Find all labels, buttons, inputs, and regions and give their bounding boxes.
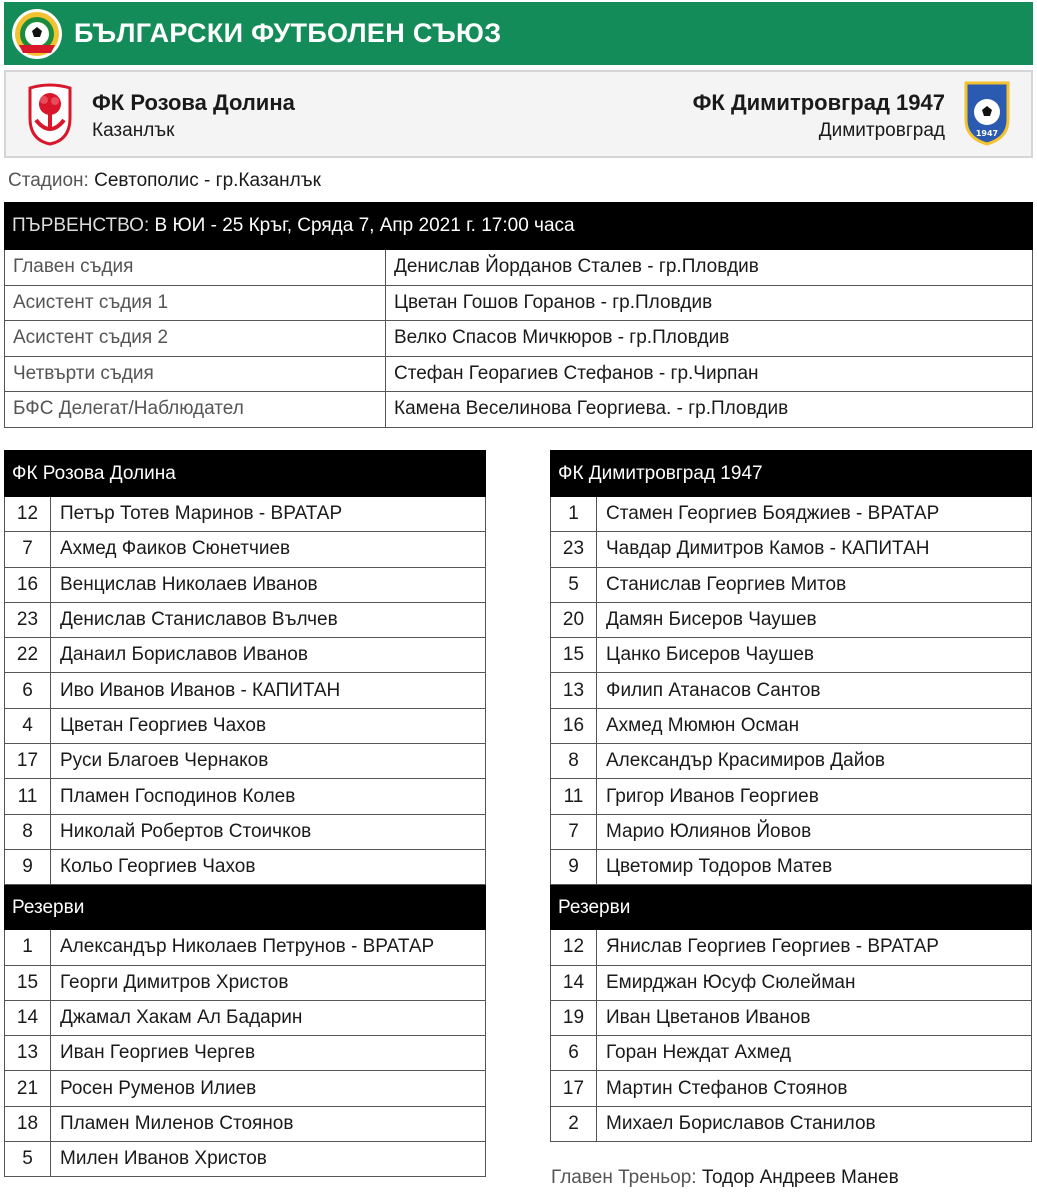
player-name: Цанко Бисеров Чаушев — [606, 644, 814, 666]
player-number: 15 — [551, 638, 597, 672]
player-name: Станислав Георгиев Митов — [606, 573, 847, 595]
player-name: Марио Юлиянов Йовов — [606, 820, 812, 842]
table-row — [550, 532, 1032, 567]
player-number: 2 — [551, 1107, 597, 1141]
table-row — [4, 966, 486, 1001]
official-row — [4, 392, 1033, 428]
official-name: Камена Веселинова Георгиева. - гр.Пловдив — [394, 398, 789, 420]
player-number: 1 — [551, 497, 597, 531]
player-name: Емирджан Юсуф Сюлейман — [606, 971, 856, 993]
player-name: Иво Иванов Иванов - КАПИТАН — [60, 679, 341, 701]
table-row — [4, 1036, 486, 1071]
home-lineup-title: ФК Розова Долина — [4, 450, 486, 497]
table-row — [4, 638, 486, 673]
player-name: Пламен Господинов Колев — [60, 785, 296, 807]
away-lineup-table — [550, 450, 1032, 1142]
player-number: 12 — [551, 930, 597, 964]
player-number: 16 — [551, 709, 597, 743]
bfs-crest-icon — [10, 7, 64, 61]
table-row — [4, 850, 486, 885]
home-lineup-table — [4, 450, 486, 1177]
table-row — [550, 930, 1032, 965]
player-number: 1 — [5, 930, 51, 964]
player-name: Горан Неждат Ахмед — [606, 1042, 791, 1064]
player-number: 18 — [5, 1107, 51, 1141]
player-number: 6 — [5, 673, 51, 707]
championship-label: ПЪРВЕНСТВО: — [12, 215, 150, 236]
table-row — [550, 1071, 1032, 1106]
table-row — [550, 1001, 1032, 1036]
player-number: 17 — [551, 1071, 597, 1105]
player-number: 19 — [551, 1001, 597, 1035]
player-number: 5 — [5, 1142, 51, 1176]
player-name: Милен Иванов Христов — [60, 1148, 267, 1170]
table-row — [550, 744, 1032, 779]
player-number: 21 — [5, 1071, 51, 1105]
officials-table — [4, 202, 1033, 428]
player-number: 9 — [551, 850, 597, 884]
player-name: Джамал Хакам Ал Бадарин — [60, 1007, 303, 1028]
federation-title: БЪЛГАРСКИ ФУТБОЛЕН СЪЮЗ — [74, 18, 502, 48]
stadium-label: Стадион: — [8, 170, 89, 191]
player-number: 11 — [5, 779, 51, 813]
player-name: Пламен Миленов Стоянов — [60, 1112, 294, 1134]
table-row — [4, 815, 486, 850]
player-number: 23 — [551, 532, 597, 566]
away-team-name: ФК Димитровград 1947 — [692, 90, 945, 115]
championship-value: В ЮИ - 25 Кръг, Сряда 7, Апр 2021 г. 17:00 часа — [154, 215, 575, 236]
table-row — [4, 603, 486, 638]
table-row — [550, 568, 1032, 603]
head-coach-line — [551, 1167, 899, 1189]
table-row — [4, 744, 486, 779]
player-name: Янислав Георгиев Георгиев - ВРАТАР — [606, 936, 939, 958]
table-row — [550, 966, 1032, 1001]
official-name: Велко Спасов Мичкюров - гр.Пловдив — [394, 327, 730, 349]
player-name: Мартин Стефанов Стоянов — [606, 1077, 848, 1099]
official-row — [4, 286, 1033, 322]
player-name: Чавдар Димитров Камов - КАПИТАН — [606, 538, 930, 560]
official-role: Главен съдия — [5, 250, 386, 285]
table-row — [4, 709, 486, 744]
player-name: Николай Робертов Стоичков — [60, 820, 312, 842]
table-row — [4, 1001, 486, 1036]
official-name: Цветан Гошов Горанов - гр.Пловдив — [394, 291, 713, 313]
home-reserves-title: Резерви — [4, 885, 486, 930]
official-role: Асистент съдия 2 — [5, 321, 386, 356]
player-number: 13 — [551, 673, 597, 707]
official-role: Асистент съдия 1 — [5, 286, 386, 321]
championship-header — [4, 202, 1033, 250]
table-row — [4, 673, 486, 708]
official-role: БФС Делегат/Наблюдател — [5, 392, 386, 427]
table-row — [4, 1071, 486, 1106]
official-name: Стефан Георагиев Стефанов - гр.Чирпан — [394, 362, 759, 384]
table-row — [550, 709, 1032, 744]
table-row — [4, 779, 486, 814]
player-name: Цветан Георгиев Чахов — [60, 714, 267, 736]
table-row — [4, 497, 486, 532]
player-name: Дамян Бисеров Чаушев — [606, 609, 817, 631]
player-number: 17 — [5, 744, 51, 778]
table-row — [4, 568, 486, 603]
player-number: 8 — [5, 815, 51, 849]
football-shield-icon — [963, 80, 1011, 146]
player-number: 7 — [5, 532, 51, 566]
player-number: 12 — [5, 497, 51, 531]
player-name: Стамен Георгиев Бояджиев - ВРАТАР — [606, 503, 940, 525]
player-number: 23 — [5, 603, 51, 637]
official-row — [4, 250, 1033, 286]
table-row — [550, 1107, 1032, 1142]
player-name: Иван Георгиев Чергев — [60, 1042, 256, 1064]
player-number: 4 — [5, 709, 51, 743]
player-number: 20 — [551, 603, 597, 637]
player-name: Денислав Станиславов Вълчев — [60, 609, 338, 631]
player-name: Ахмед Мюмюн Осман — [606, 714, 800, 736]
table-row — [550, 815, 1032, 850]
away-team-city: Димитровград — [818, 120, 945, 141]
player-number: 14 — [551, 966, 597, 1000]
player-name: Руси Благоев Чернаков — [60, 750, 269, 772]
away-crest-year: 1947 — [975, 129, 999, 138]
table-row — [550, 850, 1032, 885]
player-name: Михаел Бориславов Станилов — [606, 1112, 876, 1134]
player-number: 7 — [551, 815, 597, 849]
player-number: 8 — [551, 744, 597, 778]
player-name: Филип Атанасов Сантов — [606, 679, 821, 701]
away-lineup-title: ФК Димитровград 1947 — [550, 450, 1032, 497]
player-name: Александър Красимиров Дайов — [606, 750, 886, 772]
player-number: 11 — [551, 779, 597, 813]
player-number: 6 — [551, 1036, 597, 1070]
stadium-value: Севтополис - гр.Казанлък — [94, 170, 321, 191]
head-coach-name: Тодор Андреев Манев — [701, 1167, 899, 1188]
player-name: Георги Димитров Христов — [60, 971, 289, 993]
official-row — [4, 357, 1033, 393]
player-number: 14 — [5, 1001, 51, 1035]
head-coach-label: Главен Треньор: — [551, 1167, 697, 1188]
away-reserves-title: Резерви — [550, 885, 1032, 930]
table-row — [4, 1107, 486, 1142]
table-row — [550, 497, 1032, 532]
player-number: 5 — [551, 568, 597, 602]
header-banner — [4, 2, 1033, 65]
player-name: Кольо Георгиев Чахов — [60, 856, 256, 878]
player-name: Росен Руменов Илиев — [60, 1077, 257, 1099]
table-row — [550, 673, 1032, 708]
player-name: Иван Цветанов Иванов — [606, 1007, 811, 1028]
player-name: Петър Тотев Маринов - ВРАТАР — [60, 503, 343, 525]
player-number: 15 — [5, 966, 51, 1000]
player-number: 9 — [5, 850, 51, 884]
table-row — [550, 638, 1032, 673]
player-name: Ахмед Фаиков Сюнетчиев — [60, 538, 291, 560]
player-name: Григор Иванов Георгиев — [606, 785, 819, 807]
player-name: Венцислав Николаев Иванов — [60, 573, 318, 595]
table-row — [550, 779, 1032, 814]
rose-crest-icon — [24, 82, 76, 146]
table-row — [550, 603, 1032, 638]
player-number: 22 — [5, 638, 51, 672]
official-name: Денислав Йорданов Сталев - гр.Пловдив — [394, 256, 759, 278]
table-row — [4, 1142, 486, 1177]
match-teams — [4, 70, 1033, 158]
player-number: 16 — [5, 568, 51, 602]
official-row — [4, 321, 1033, 357]
player-number: 13 — [5, 1036, 51, 1070]
table-row — [550, 1036, 1032, 1071]
home-team-name: ФК Розова Долина — [92, 90, 295, 115]
table-row — [4, 930, 486, 965]
player-name: Александър Николаев Петрунов - ВРАТАР — [60, 936, 435, 958]
player-name: Данаил Бориславов Иванов — [60, 644, 308, 666]
table-row — [4, 532, 486, 567]
official-role: Четвърти съдия — [5, 357, 386, 392]
stadium-line — [8, 170, 321, 192]
home-team-city: Казанлък — [92, 120, 175, 141]
player-name: Цветомир Тодоров Матев — [606, 856, 833, 878]
